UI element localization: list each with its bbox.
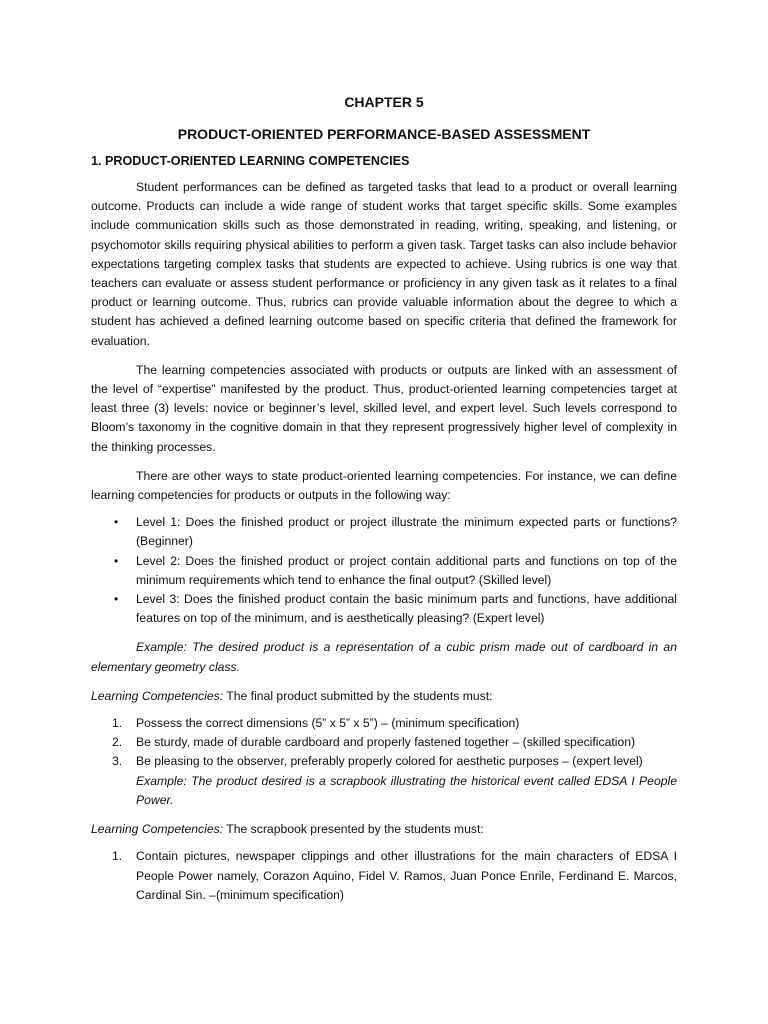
example-1: Example: The desired product is a representation of a cubic prism made out of cardboard in an elementary geometry class. bbox=[91, 640, 677, 674]
lc1-label: Learning Competencies: bbox=[91, 688, 224, 703]
bullet-icon: • bbox=[114, 592, 119, 607]
bullet-icon: • bbox=[114, 515, 119, 530]
specification-list-2 bbox=[91, 847, 677, 905]
list-item bbox=[114, 590, 677, 628]
list-item bbox=[114, 513, 677, 551]
paragraph-2: The learning competencies associated with products or outputs are linked with an assessment of the level of “expertise” manifested by the product. Thus, product-oriented learning competencies target at least three (3) levels: novice or beginner’s level, skilled level, and expert level. Such levels correspond to Bloom’s taxonomy in the cognitive domain in that they represent progressively higher level of complexity in the thinking processes. bbox=[91, 362, 677, 454]
chapter-heading: CHAPTER 5 bbox=[344, 94, 424, 110]
learning-competencies-1 bbox=[91, 687, 677, 706]
list-note bbox=[136, 772, 677, 810]
list-item bbox=[112, 847, 677, 905]
levels-list bbox=[91, 513, 677, 628]
paragraph-3: There are other ways to state product-oriented learning competencies. For instance, we can define learning competencies for products or outputs in the following way: bbox=[91, 468, 677, 503]
list-item bbox=[112, 714, 677, 733]
list-number: 1. bbox=[112, 716, 123, 731]
list-text: Be sturdy, made of durable cardboard and properly fastened together – (skilled specification) bbox=[136, 735, 636, 750]
list-number: 1. bbox=[112, 849, 123, 864]
list-item bbox=[114, 552, 677, 590]
specification-list-1 bbox=[91, 714, 677, 810]
list-text: Contain pictures, newspaper clippings and other illustrations for the main characters of EDSA I People Power namely, Corazon Aquino, Fidel V. Ramos, Juan Ponce Enrile, Ferdinand E. Marcos, Cardinal Sin. –(minimum specification) bbox=[136, 849, 677, 902]
section-heading: 1. PRODUCT-ORIENTED LEARNING COMPETENCIES bbox=[91, 154, 410, 168]
chapter-title: PRODUCT-ORIENTED PERFORMANCE-BASED ASSESSMENT bbox=[177, 126, 591, 142]
list-number: 2. bbox=[112, 735, 123, 750]
list-number: 3. bbox=[112, 754, 123, 769]
list-item bbox=[112, 752, 677, 771]
lc1-text: The final product submitted by the students must: bbox=[223, 688, 493, 703]
level-1-text: Level 1: Does the finished product or project illustrate the minimum expected parts or functions? (Beginner) bbox=[136, 515, 677, 549]
list-text: Possess the correct dimensions (5” x 5” x 5”) – (minimum specification) bbox=[136, 716, 520, 731]
bullet-icon: • bbox=[114, 553, 119, 568]
lc2-label: Learning Competencies: bbox=[91, 822, 224, 837]
learning-competencies-2 bbox=[91, 820, 677, 839]
document-page bbox=[91, 92, 677, 905]
example-2: Example: The product desired is a scrapbook illustrating the historical event called EDSA I People Power. bbox=[136, 773, 677, 807]
list-text: Be pleasing to the observer, preferably properly colored for aesthetic purposes – (expert level) bbox=[136, 754, 643, 769]
list-item bbox=[112, 733, 677, 752]
level-2-text: Level 2: Does the finished product or project contain additional parts and functions on top of the minimum requirements which tend to enhance the final output? (Skilled level) bbox=[136, 553, 677, 587]
paragraph-1: Student performances can be defined as targeted tasks that lead to a product or overall learning outcome. Products can include a wide range of student works that target specific skills. Some examples include communication skills such as those demonstrated in reading, writing, speaking, and listening, or psychomotor skills requiring physical abilities to perform a given task. Target tasks can also include behavior expectations targeting complex tasks that students are expected to achieve. Using rubrics is one way that teachers can evaluate or assess student performance or proficiency in any given task as it relates to a final product or learning outcome. Thus, rubrics can provide valuable information about the degree to which a student has achieved a defined learning outcome based on specific criteria that defined the framework for evaluation. bbox=[91, 180, 677, 348]
lc2-text: The scrapbook presented by the students must: bbox=[223, 822, 484, 837]
level-3-text: Level 3: Does the finished product contain the basic minimum parts and functions, have additional features on top of the minimum, and is aesthetically pleasing? (Expert level) bbox=[136, 592, 677, 626]
